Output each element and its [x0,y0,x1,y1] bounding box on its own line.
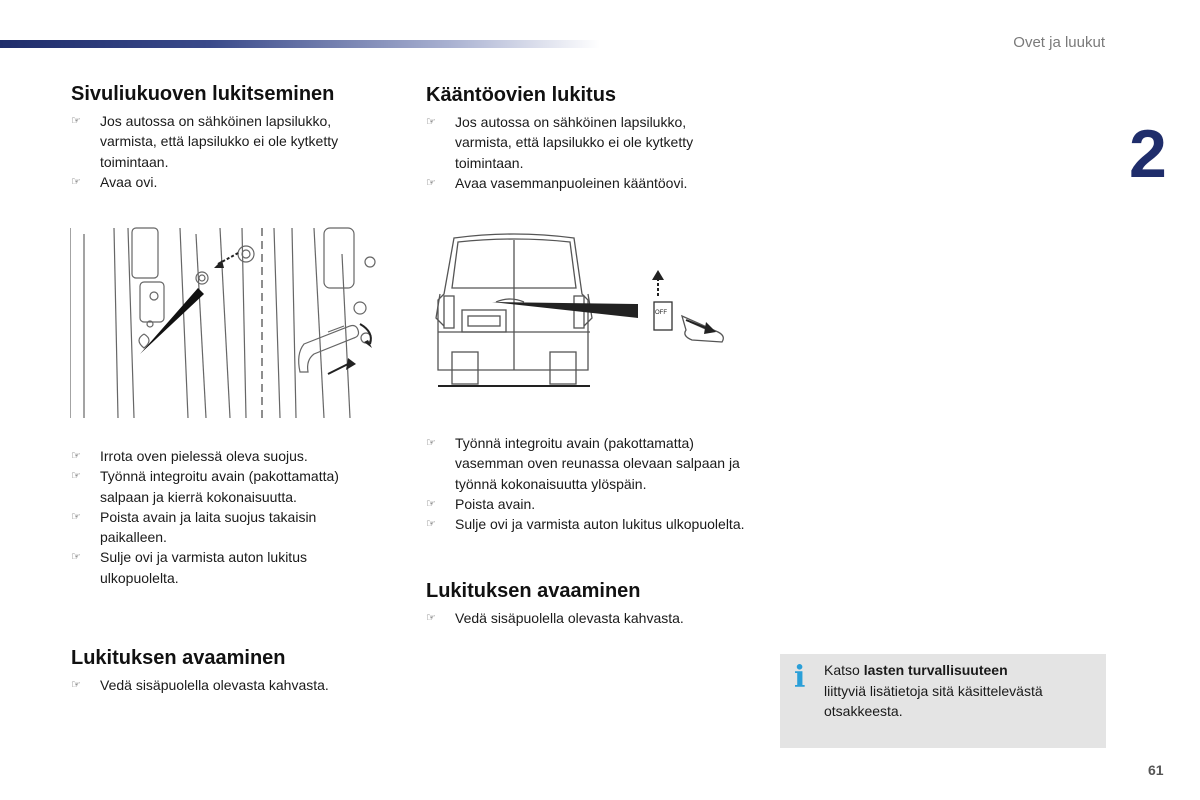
list-item: ☞ Sulje ovi ja varmista auton lukitus ulkopuolelta. [71,549,307,586]
list-item: ☞ Irrota oven pielessä oleva suojus. [71,446,381,466]
rear-doors-lock-illustration [432,232,732,392]
list-item: ☞ Vedä sisäpuolella olevasta kahvasta. [71,675,381,695]
list-item: ☞ Avaa vasemmanpuoleinen kääntöovi. [426,173,736,193]
page-number: 61 [1148,762,1164,778]
bullet-icon: ☞ [426,116,436,128]
right-steps-list [426,433,756,534]
bullet-icon: ☞ [426,497,436,510]
info-text: Katso lasten turvallisuuteen liittyviä lisätietoja sitä käsittelevästä otsakkeesta. [824,662,1043,719]
bullet-icon: ☞ [426,612,436,624]
right-title: Kääntöovien lukitus [426,84,617,106]
info-box [780,654,1106,748]
left-unlock-title: Lukituksen avaaminen [71,647,286,669]
bullet-icon: ☞ [426,176,436,189]
bullet-icon: ☞ [426,437,436,449]
bullet-icon: ☞ [71,175,81,188]
list-item: ☞ Jos autossa on sähköinen lapsilukko, varmista, että lapsilukko ei ole kytketty toimintaan. [71,113,339,170]
bullet-icon: ☞ [71,115,81,127]
off-label: OFF [655,310,667,316]
sliding-door-lock-illustration [70,224,392,420]
bullet-icon: ☞ [71,450,81,462]
right-unlock-title: Lukituksen avaaminen [426,580,641,602]
section-label: Ovet ja luukut [1013,34,1105,51]
list-item: ☞ Avaa ovi. [71,172,371,192]
list-item: ☞ Jos autossa on sähköinen lapsilukko, varmista, että lapsilukko ei ole kytketty toimintaan. [426,114,694,171]
chapter-number: 2 [1129,116,1167,192]
bullet-icon: ☞ [71,679,81,691]
left-title: Sivuliukuoven lukitseminen [71,83,335,105]
right-intro-list [426,112,736,193]
left-unlock-list [71,675,381,695]
bullet-icon: ☞ [71,551,81,564]
info-icon: i [794,660,806,695]
header-gradient-bar [0,40,600,48]
bullet-icon: ☞ [71,510,81,523]
left-steps-list [71,446,381,588]
bullet-icon: ☞ [426,518,436,531]
list-item: ☞ Vedä sisäpuolella olevasta kahvasta. [426,608,756,628]
safety-link-text: lasten turvallisuuteen [863,662,1008,678]
list-item: ☞ Työnnä integroitu avain (pakottamatta) salpaan ja kierrä kokonaisuutta. [71,468,339,505]
right-unlock-list [426,608,756,628]
list-item: ☞ Poista avain ja laita suojus takaisin paikalleen. [71,508,317,546]
bullet-icon: ☞ [71,470,81,483]
left-intro-list [71,111,371,192]
list-item: ☞ Poista avain. [426,494,756,514]
list-item: ☞ Sulje ovi ja varmista auton lukitus ulkopuolelta. [426,514,756,534]
list-item: ☞ Työnnä integroitu avain (pakottamatta) vasemman oven reunassa olevaan salpaan ja työnnä kokonaisuutta ylöspäin. [426,435,740,492]
